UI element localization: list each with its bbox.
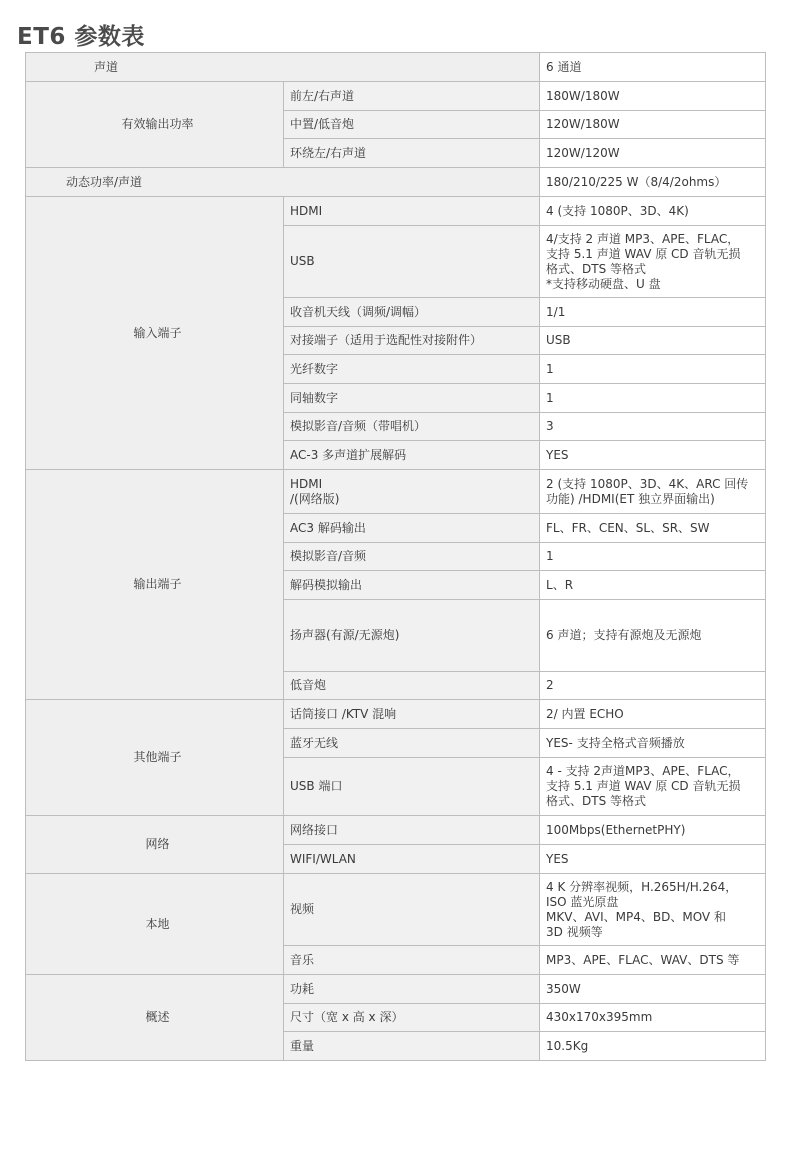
row-value: MP3、APE、FLAC、WAV、DTS 等 (540, 946, 766, 975)
sub-label: AC-3 多声道扩展解码 (284, 441, 540, 470)
row-value: 4 - 支持 2声道MP3、APE、FLAC， 支持 5.1 声道 WAV 原 CD 音轨无损 格式、DTS 等格式 (540, 758, 766, 816)
table-row (26, 874, 766, 946)
sub-label: 解码模拟输出 (284, 571, 540, 600)
sub-label: USB (284, 226, 540, 298)
row-value: 1 (540, 384, 766, 413)
category-label: 概述 (26, 975, 284, 1061)
row-value: USB (540, 327, 766, 355)
table-row (26, 53, 766, 82)
row-value: YES (540, 441, 766, 470)
sub-label: 中置/低音炮 (284, 111, 540, 139)
row-label: 声道 (26, 53, 540, 82)
table-row (26, 197, 766, 226)
sub-label: WIFI/WLAN (284, 845, 540, 874)
sub-label: 扬声器(有源/无源炮) (284, 600, 540, 672)
sub-label: 同轴数字 (284, 384, 540, 413)
sub-label: 视频 (284, 874, 540, 946)
row-value: 6 声道；支持有源炮及无源炮 (540, 600, 766, 672)
sub-label: HDMI (284, 197, 540, 226)
row-value: 180W/180W (540, 82, 766, 111)
sub-label: 前左/右声道 (284, 82, 540, 111)
sub-label: 重量 (284, 1032, 540, 1061)
sub-label: 对接端子（适用于选配性对接附件） (284, 327, 540, 355)
row-label: 动态功率/声道 (26, 168, 540, 197)
sub-label: 功耗 (284, 975, 540, 1004)
row-value: 350W (540, 975, 766, 1004)
row-value: 120W/180W (540, 111, 766, 139)
row-value: 1 (540, 543, 766, 571)
sub-label: 环绕左/右声道 (284, 139, 540, 168)
sub-label: 话筒接口 /KTV 混响 (284, 700, 540, 729)
row-value: 2/ 内置 ECHO (540, 700, 766, 729)
category-label: 输出端子 (26, 470, 284, 700)
row-value: 100Mbps(EthernetPHY) (540, 816, 766, 845)
row-value: 4 (支持 1080P、3D、4K) (540, 197, 766, 226)
row-value: 180/210/225 W（8/4/2ohms） (540, 168, 766, 197)
table-row (26, 816, 766, 845)
row-value: 3 (540, 413, 766, 441)
sub-label: 尺寸（宽 x 高 x 深） (284, 1004, 540, 1032)
sub-label: 光纤数字 (284, 355, 540, 384)
row-value: 10.5Kg (540, 1032, 766, 1061)
category-label: 输入端子 (26, 197, 284, 470)
row-value: 120W/120W (540, 139, 766, 168)
sub-label: HDMI /(网络版) (284, 470, 540, 514)
sub-label: 收音机天线（调频/调幅） (284, 298, 540, 327)
table-row (26, 470, 766, 514)
row-value: L、R (540, 571, 766, 600)
table-row (26, 975, 766, 1004)
sub-label: AC3 解码输出 (284, 514, 540, 543)
row-value: 1 (540, 355, 766, 384)
spec-table (25, 52, 766, 1061)
row-value: 2 (支持 1080P、3D、4K、ARC 回传 功能) /HDMI(ET 独立界面输出) (540, 470, 766, 514)
row-value: YES (540, 845, 766, 874)
row-value: 1/1 (540, 298, 766, 327)
row-value: 6 通道 (540, 53, 766, 82)
row-value: 430x170x395mm (540, 1004, 766, 1032)
table-row (26, 82, 766, 111)
sub-label: 模拟影音/音频 (284, 543, 540, 571)
sub-label: 模拟影音/音频（带唱机） (284, 413, 540, 441)
row-value: FL、FR、CEN、SL、SR、SW (540, 514, 766, 543)
category-label: 其他端子 (26, 700, 284, 816)
sub-label: USB 端口 (284, 758, 540, 816)
row-value: YES- 支持全格式音频播放 (540, 729, 766, 758)
sub-label: 音乐 (284, 946, 540, 975)
sub-label: 网络接口 (284, 816, 540, 845)
category-label: 有效输出功率 (26, 82, 284, 168)
table-row (26, 168, 766, 197)
row-value: 4/支持 2 声道 MP3、APE、FLAC， 支持 5.1 声道 WAV 原 CD 音轨无损 格式、DTS 等格式 *支持移动硬盘、U 盘 (540, 226, 766, 298)
category-label: 本地 (26, 874, 284, 975)
page-title: ET6 参数表 (17, 24, 145, 50)
table-row (26, 700, 766, 729)
row-value: 2 (540, 672, 766, 700)
sub-label: 蓝牙无线 (284, 729, 540, 758)
row-value: 4 K 分辨率视频，H.265H/H.264， ISO 蓝光原盘 MKV、AVI、MP4、BD、MOV 和 3D 视频等 (540, 874, 766, 946)
category-label: 网络 (26, 816, 284, 874)
sub-label: 低音炮 (284, 672, 540, 700)
